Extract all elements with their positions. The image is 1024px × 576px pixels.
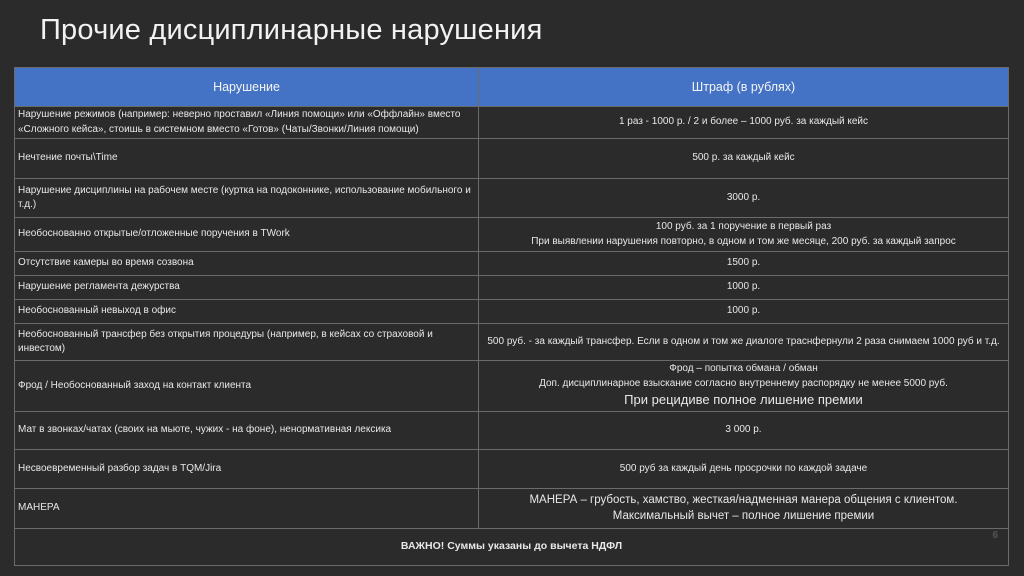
table-row — [15, 139, 1009, 179]
fine-line: 100 руб. за 1 поручение в первый раз — [655, 221, 832, 232]
violation-cell: Фрод / Необоснованный заход на контакт клиента — [15, 361, 479, 412]
page-title: Прочие дисциплинарные нарушения — [40, 14, 543, 46]
fine-cell — [479, 361, 1009, 412]
table-row — [15, 107, 1009, 139]
fine-line: МАНЕРА – грубость, хамство, жесткая/надменная манера общения с клиентом. — [529, 493, 958, 506]
table-row — [15, 252, 1009, 276]
fine-cell: 1500 р. — [479, 252, 1009, 276]
footer-note-cell — [15, 528, 1009, 565]
fine-line: При выявлении нарушения повторно, в одном и том же месяце, 200 руб. за каждый запрос — [531, 235, 956, 247]
table-row — [15, 300, 1009, 324]
fine-cell: 1000 р. — [479, 276, 1009, 300]
fine-cell — [479, 218, 1009, 252]
violation-cell: Мат в звонках/чатах (своих на мьюте, чужих - на фоне), ненормативная лексика — [15, 411, 479, 449]
table-row — [15, 324, 1009, 361]
table-row — [15, 361, 1009, 412]
violation-cell: Необоснованный трансфер без открытия процедуры (например, в кейсах со страховой и инвестом) — [15, 324, 479, 361]
violation-cell: Нарушение дисциплины на рабочем месте (куртка на подоконнике, использование мобильного и т.д.) — [15, 179, 479, 218]
violation-cell: Несвоевременный разбор задач в TQM/Jira — [15, 449, 479, 488]
table-header-row — [15, 68, 1009, 107]
fine-cell: 500 р. за каждый кейс — [479, 139, 1009, 179]
fine-line: Фрод – попытка обмана / обман — [669, 363, 818, 374]
table-row — [15, 276, 1009, 300]
fine-cell: 3 000 р. — [479, 411, 1009, 449]
fine-cell: 500 руб. - за каждый трансфер. Если в одном и том же диалоге траснфернули 2 раза снимаем 1000 руб и т.д. — [479, 324, 1009, 361]
fine-cell — [479, 488, 1009, 528]
violation-cell: Необоснованный невыход в офис — [15, 300, 479, 324]
fine-cell: 1000 р. — [479, 300, 1009, 324]
table-footer-row — [15, 528, 1009, 565]
fine-cell: 3000 р. — [479, 179, 1009, 218]
fine-line-emphasis: При рецидиве полное лишение премии — [624, 392, 863, 407]
violation-cell: Отсутствие камеры во время созвона — [15, 252, 479, 276]
column-header-fine: Штраф (в рублях) — [479, 68, 1009, 107]
table-row — [15, 411, 1009, 449]
page-number: 6 — [992, 529, 998, 541]
violation-cell: Необоснованно открытые/отложенные поручения в TWork — [15, 218, 479, 252]
violations-table — [14, 67, 1009, 566]
table-row — [15, 449, 1009, 488]
footer-note: ВАЖНО! Суммы указаны до вычета НДФЛ — [400, 540, 623, 553]
fine-line: Доп. дисциплинарное взыскание согласно внутреннему распорядку не менее 5000 руб. — [539, 377, 948, 389]
violation-cell: Нечтение почты\Time — [15, 139, 479, 179]
table-row — [15, 218, 1009, 252]
column-header-violation: Нарушение — [15, 68, 479, 107]
violation-cell: Нарушение регламента дежурства — [15, 276, 479, 300]
fine-cell: 1 раз - 1000 р. / 2 и более – 1000 руб. за каждый кейс — [479, 107, 1009, 139]
violation-cell: Нарушение режимов (например: неверно проставил «Линия помощи» или «Оффлайн» вместо «Сложного кейса», стоишь в системном вместо «Готов» (Чаты/Звонки/Линия помощи) — [15, 107, 479, 139]
violation-cell: МАНЕРА — [15, 488, 479, 528]
table-row — [15, 179, 1009, 218]
fine-cell: 500 руб за каждый день просрочки по каждой задаче — [479, 449, 1009, 488]
table-row — [15, 488, 1009, 528]
fine-line: Максимальный вычет – полное лишение премии — [612, 510, 875, 523]
